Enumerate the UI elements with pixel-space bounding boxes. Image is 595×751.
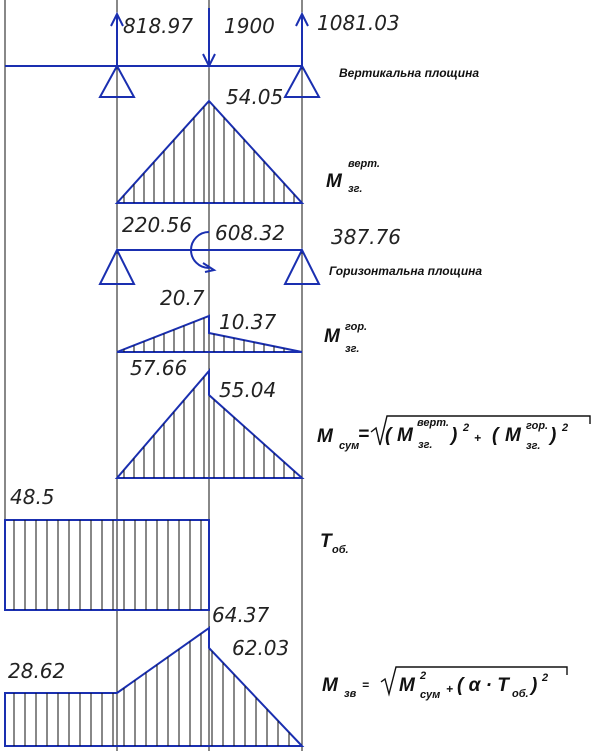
load-h-moment: 608.32 — [215, 221, 285, 245]
svg-text:зг.: зг. — [418, 439, 433, 451]
m-vert-sub: зг. — [348, 183, 363, 195]
m-vert-sup: верт. — [348, 158, 380, 170]
svg-text:( α · T: ( α · T — [457, 675, 509, 696]
svg-text:2: 2 — [542, 672, 549, 684]
svg-text:): ) — [531, 675, 538, 696]
load-v-left: 818.97 — [123, 14, 193, 38]
svg-text:зг.: зг. — [526, 440, 541, 452]
svg-text:2: 2 — [463, 422, 470, 434]
load-h-right: 387.76 — [331, 225, 401, 249]
sum-right-value: 55.04 — [219, 378, 277, 402]
arrow-up-icon — [296, 14, 308, 66]
sum-eq: = — [358, 424, 370, 445]
m-vert-symbol: M — [326, 171, 342, 192]
svg-text:2: 2 — [562, 422, 569, 434]
load-v-right: 1081.03 — [317, 11, 400, 35]
m-eq-symbol: M — [322, 675, 338, 696]
arrow-up-icon — [111, 14, 123, 66]
svg-text:M: M — [397, 425, 413, 446]
svg-text:): ) — [451, 425, 458, 446]
m-hor-sup: гор. — [345, 321, 368, 333]
svg-text:+: + — [446, 682, 454, 696]
hor-right-value: 10.37 — [219, 310, 277, 334]
hor-left-value: 20.7 — [160, 286, 205, 310]
load-v-mid: 1900 — [224, 14, 275, 38]
torque-diagram — [5, 520, 209, 610]
vert-peak-value: 54.05 — [226, 85, 284, 109]
svg-text:M: M — [505, 425, 521, 446]
m-sum-symbol: M — [317, 426, 333, 447]
svg-text:2: 2 — [420, 670, 427, 682]
eq-left-value: 28.62 — [8, 659, 66, 683]
svg-text:(: ( — [492, 425, 499, 446]
m-hor-sub: зг. — [345, 343, 360, 355]
svg-text:верт.: верт. — [417, 417, 449, 429]
svg-text:(: ( — [385, 425, 392, 446]
t-sub: об. — [332, 544, 349, 556]
eq-right-value: 62.03 — [232, 636, 290, 660]
svg-text:сум: сум — [420, 689, 441, 701]
t-symbol: T — [320, 531, 332, 552]
svg-text:об.: об. — [512, 688, 529, 700]
m-sum-sub: сум — [339, 440, 360, 452]
torque-value: 48.5 — [10, 485, 55, 509]
svg-text:): ) — [550, 425, 557, 446]
svg-text:M: M — [399, 675, 415, 696]
m-eq-sub: зв — [344, 688, 357, 700]
arrow-down-icon — [203, 8, 215, 66]
moment-arc-icon — [191, 232, 214, 272]
m-hor-symbol: M — [324, 326, 340, 347]
svg-text:гор.: гор. — [526, 420, 549, 432]
svg-text:+: + — [474, 431, 482, 445]
eq-peak-value: 64.37 — [212, 603, 270, 627]
horizontal-plane-label: Горизонтальна площина — [329, 264, 483, 278]
svg-text:=: = — [362, 678, 370, 692]
sum-formula — [317, 416, 590, 452]
sum-left-value: 57.66 — [130, 356, 188, 380]
load-h-left: 220.56 — [122, 213, 192, 237]
vertical-plane-label: Вертикальна площина — [339, 66, 480, 80]
eq-formula — [322, 667, 567, 701]
